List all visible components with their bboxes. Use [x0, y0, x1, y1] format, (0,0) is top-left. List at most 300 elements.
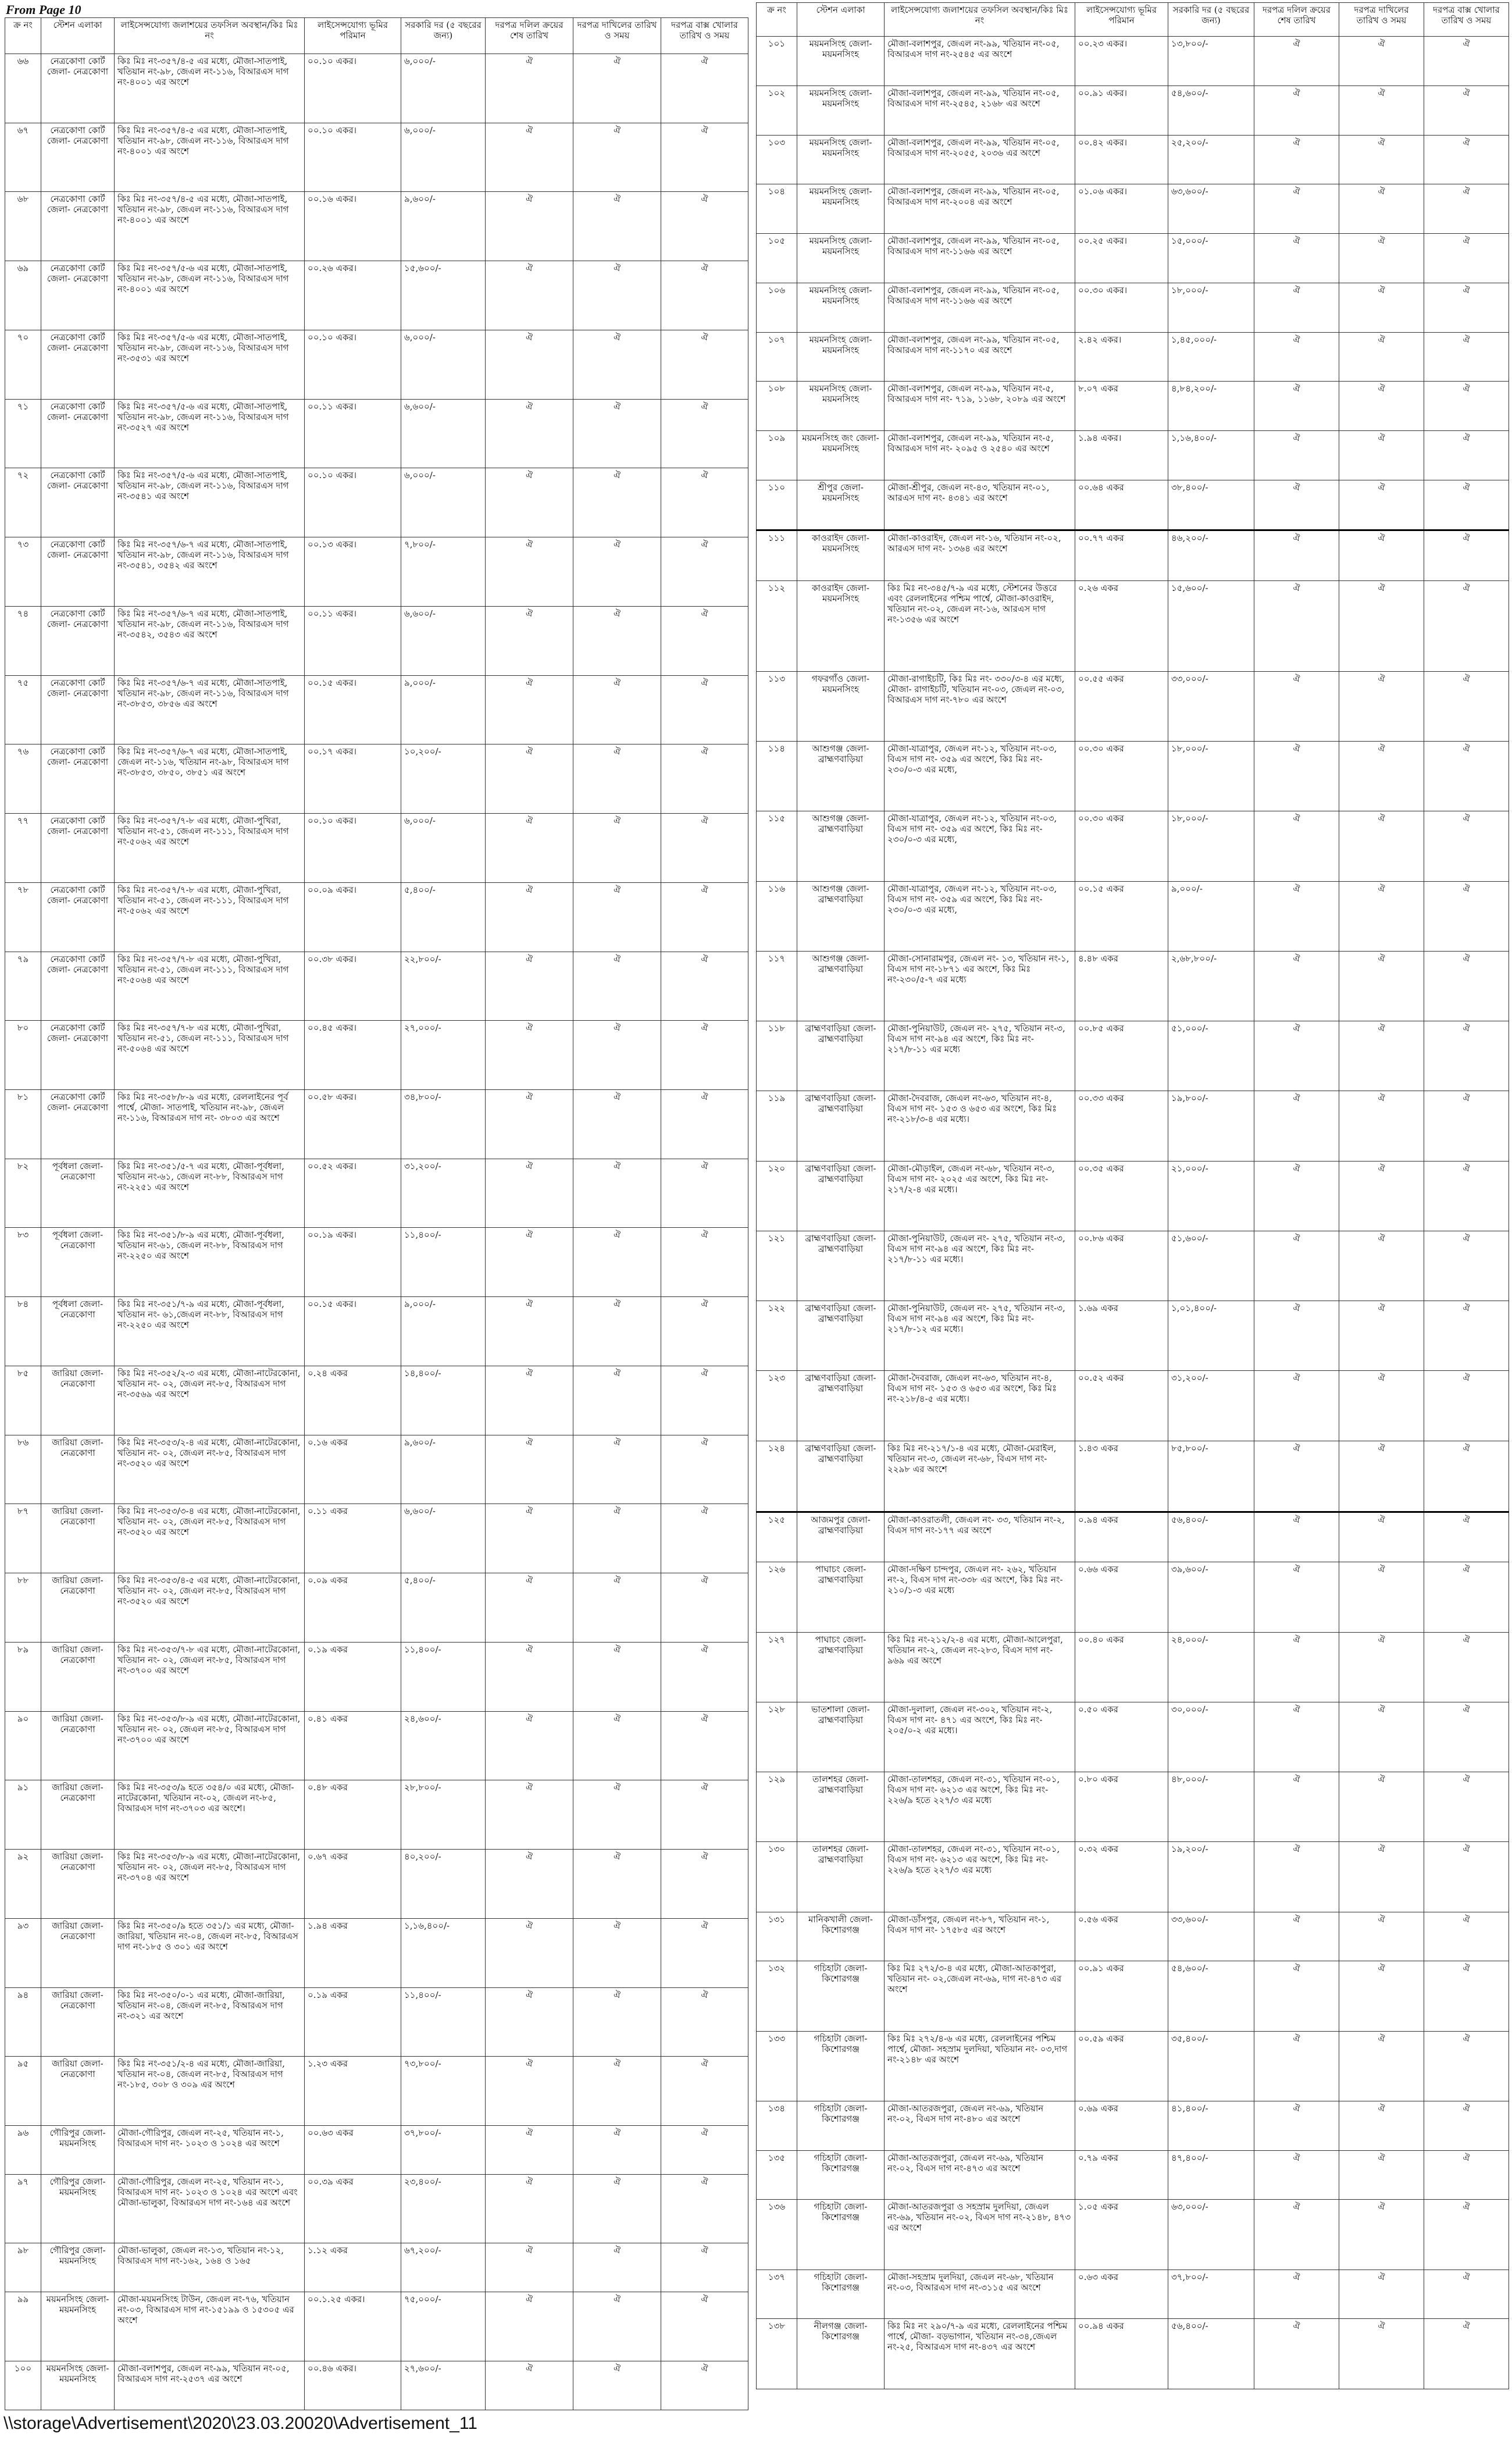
opening-date-cell: ঐ: [661, 54, 748, 123]
location-cell: মৌজা-বলাশপুর, জেএল নং-৯৯, খতিয়ান নং-০৫, বিআরএস দাগ নং-১১৬৬ এর অংশে: [885, 283, 1075, 332]
serial-cell: ৬৯: [5, 261, 41, 330]
opening-date-cell: ঐ: [1424, 85, 1509, 135]
serial-cell: ৭৫: [5, 675, 41, 744]
serial-cell: ১২৭: [757, 1632, 797, 1702]
area-cell: ১.৯৪ একর: [305, 1918, 401, 1987]
purchase-date-cell: ঐ: [486, 468, 573, 537]
opening-date-cell: ঐ: [661, 1850, 748, 1919]
price-cell: ৫৪,৬০০/-: [1168, 1961, 1254, 2031]
price-cell: ৯,০০০/-: [401, 675, 486, 744]
location-cell: মৌজা-দক্ষিণ চান্দপুর, জেএল নং- ২৬২, খতিয়ান নং-২, বিএস দাগ নং-৩৩৮ এর অংশে, কিঃ মিঃ নং- ২১০/১-৩ এর মধ্যে: [885, 1562, 1075, 1632]
submission-date-cell: ঐ: [1339, 1231, 1424, 1301]
location-cell: কিঃ মিঃ নং-৩৫০/৯ হতে ৩৫১/১ এর মধ্যে, মৌজা-জারিয়া, খতিয়ান নং-০৪, জেএল নং-৮৫, বিআরএস দাগ নং-১৮৫ ও ৩০১ এর অংশে: [115, 1918, 305, 1987]
station-cell: গৌরিপুর জেলা- ময়মনসিংহ: [41, 2126, 115, 2175]
area-cell: ০.০৯ একর: [305, 1573, 401, 1643]
header-area: লাইসেন্সযোগ্য ভূমির পরিমান: [305, 18, 401, 54]
serial-cell: ১২৮: [757, 1702, 797, 1772]
table-row: [5, 1090, 748, 1159]
table-row: [757, 1231, 1509, 1301]
purchase-date-cell: ঐ: [486, 2361, 573, 2410]
opening-date-cell: ঐ: [1424, 1562, 1509, 1632]
submission-date-cell: ঐ: [1339, 234, 1424, 283]
table-row: [757, 135, 1509, 184]
price-cell: ৬৩,৬০০/-: [1168, 184, 1254, 234]
location-cell: কিঃ মিঃ নং-৩৫৩/৭-৮ এর মধ্যে, মৌজা-নাটেরকোনা, খতিয়ান নং- ০২, জেএল নং-৮৫, বিআরএস দাগ নং-৩৭০০ এর অংশে: [115, 1642, 305, 1711]
location-cell: কিঃ মিঃ নং-৩৫৩/২-৪ এর মধ্যে, মৌজা-নাটেরকোনা, খতিয়ান নং- ০২, জেএল নং-৮৫, বিআরএস দাগ নং-৩৫২০ এর অংশে: [115, 1435, 305, 1504]
table-row: [757, 1772, 1509, 1842]
table-row: [757, 37, 1509, 86]
station-cell: গৌরিপুর জেলা- ময়মনসিংহ: [41, 2243, 115, 2292]
opening-date-cell: ঐ: [661, 1711, 748, 1780]
opening-date-cell: ঐ: [1424, 135, 1509, 184]
price-cell: ১৯,৮০০/-: [1168, 1091, 1254, 1161]
table-row: [757, 2319, 1509, 2389]
price-cell: ১১,৪০০/-: [401, 1642, 486, 1711]
price-cell: ৫১,৬০০/-: [1168, 1231, 1254, 1301]
station-cell: জারিয়া জেলা- নেত্রকোণা: [41, 2057, 115, 2126]
station-cell: নেত্রকোণা কোর্ট জেলা- নেত্রকোণা: [41, 606, 115, 675]
serial-cell: ৮৮: [5, 1573, 41, 1643]
serial-cell: ১৩৩: [757, 2031, 797, 2101]
location-cell: কিঃ মিঃ নং-৩৫৩/৪-৫ এর মধ্যে, মৌজা-নাটেরকোনা, খতিয়ান নং- ০২, জেএল নং-৮৫, বিআরএস দাগ নং-৩৫২০ এর অংশে: [115, 1573, 305, 1643]
location-cell: মৌজা-পুনিয়াউট, জেএল নং- ২৭৫, খতিয়ান নং-৩, বিএস দাগ নং-৯৪ এর অংশে, কিঃ মিঃ নং- ২১৭/৮-১১ এর মধ্যে।: [885, 1231, 1075, 1301]
submission-date-cell: ঐ: [573, 675, 661, 744]
purchase-date-cell: ঐ: [1254, 1562, 1339, 1632]
station-cell: কাওরাইদ জেলা- ময়মনসিংহ: [797, 581, 885, 672]
purchase-date-cell: ঐ: [1254, 332, 1339, 382]
purchase-date-cell: ঐ: [486, 1850, 573, 1919]
table-row: [757, 2270, 1509, 2319]
price-cell: ৬,০০০/-: [401, 330, 486, 399]
location-cell: মৌজা-বলাশপুর, জেএল নং-৯৯, খতিয়ান নং-০৫, বিআরএস দাগ নং-২৫৪৫, ২১৬৮ এর অংশে: [885, 85, 1075, 135]
station-cell: ব্রাহ্মণবাড়িয়া জেলা- ব্রাহ্মণবাড়িয়া: [797, 1021, 885, 1091]
opening-date-cell: ঐ: [1424, 2200, 1509, 2270]
price-cell: ৪৭,৪০০/-: [1168, 2150, 1254, 2200]
table-row: [5, 123, 748, 192]
station-cell: পাঘাচং জেলা- ব্রাহ্মণবাড়িয়া: [797, 1562, 885, 1632]
purchase-date-cell: ঐ: [486, 882, 573, 952]
table-row: [5, 1297, 748, 1366]
table-row: [5, 1159, 748, 1228]
area-cell: ০০.২৩ একর।: [1075, 37, 1168, 86]
area-cell: ০.৫৬ একর: [1075, 1912, 1168, 1961]
purchase-date-cell: ঐ: [486, 1780, 573, 1850]
location-cell: কিঃ মিঃ নং-৩৫৭/৫-৬ এর মধ্যে, মৌজা-সাতপাই, খতিয়ান নং-৯৮, জেএল নং-১১৬, বিআরএস দাগ নং-৩৫৩১ এর অংশে: [115, 330, 305, 399]
station-cell: আশুগঞ্জ জেলা- ব্রাহ্মণবাড়িয়া: [797, 881, 885, 951]
station-cell: তালশহর জেলা- ব্রাহ্মণবাড়িয়া: [797, 1842, 885, 1912]
area-cell: ০.৬৯ একর: [1075, 2101, 1168, 2150]
opening-date-cell: ঐ: [661, 2361, 748, 2410]
tender-table-left: [5, 17, 748, 2410]
purchase-date-cell: ঐ: [486, 261, 573, 330]
serial-cell: ১০৪: [757, 184, 797, 234]
location-cell: মৌজা-কাওরাইদ, জেএল নং-১৬, খতিয়ান নং-০২, আরএস দাগ নং- ১৩৬৪ এর অংশে: [885, 530, 1075, 581]
opening-date-cell: ঐ: [1424, 332, 1509, 382]
opening-date-cell: ঐ: [661, 468, 748, 537]
station-cell: পূর্বধলা জেলা- নেত্রকোণা: [41, 1159, 115, 1228]
opening-date-cell: ঐ: [1424, 283, 1509, 332]
station-cell: ময়মনসিংহ জেলা- ময়মনসিংহ: [797, 37, 885, 86]
purchase-date-cell: ঐ: [1254, 1961, 1339, 2031]
table-row: [757, 2150, 1509, 2200]
submission-date-cell: ঐ: [1339, 332, 1424, 382]
area-cell: ০.৭৯ একর: [1075, 2150, 1168, 2200]
table-row: [757, 1912, 1509, 1961]
serial-cell: ১৩০: [757, 1842, 797, 1912]
station-cell: ময়মনসিংহ জেলা- ময়মনসিংহ: [797, 184, 885, 234]
price-cell: ২১,০০০/-: [1168, 1161, 1254, 1231]
area-cell: ০০.৪৬ একর।: [305, 2361, 401, 2410]
location-cell: কিঃ মিঃ নং ২৯০/৭-৯ এর মধ্যে, রেললাইনের পশ্চিম পার্শ্বে, মৌজা- বড়ভাগান, খতিয়ান নং-৩৪,জেএল নং-২৫, বিআরএস দাগ নং-৪৩৭ এর অংশে: [885, 2319, 1075, 2389]
location-cell: মৌজা-পুনিয়াউট, জেএল নং- ২৭৫, খতিয়ান নং-৩, বিএস দাগ নং-৯৪ এর অংশে, কিঃ মিঃ নং- ২১৭/৮-১২ এর মধ্যে।: [885, 1301, 1075, 1371]
location-cell: কিঃ মিঃ নং-৩৫৭/৫-৬ এর মধ্যে, মৌজা-সাতপাই, খতিয়ান নং-৯৮, জেএল নং-১১৬, বিআরএস দাগ নং-৩৫২৭ এর অংশে: [115, 399, 305, 468]
location-cell: কিঃ মিঃ নং-৩৫৩/৯ হতে ৩৫৪/০ এর মধ্যে, মৌজা-নাটেরকোনা, খতিয়ান নং-০২, জেএল নং-৮৫, বিআরএস দাগ নং-৩৭০৩ এর অংশে।: [115, 1780, 305, 1850]
table-row: [5, 192, 748, 261]
opening-date-cell: ঐ: [661, 1090, 748, 1159]
price-cell: ১৯,২০০/-: [1168, 1842, 1254, 1912]
station-cell: জারিয়া জেলা- নেত্রকোণা: [41, 1918, 115, 1987]
station-cell: ময়মনসিংহ জেলা- ময়মনসিংহ: [797, 85, 885, 135]
station-cell: ব্রাহ্মণবাড়িয়া জেলা- ব্রাহ্মণবাড়িয়া: [797, 1371, 885, 1441]
purchase-date-cell: ঐ: [1254, 1021, 1339, 1091]
area-cell: ০০.৫২ একর।: [305, 1159, 401, 1228]
opening-date-cell: ঐ: [661, 192, 748, 261]
serial-cell: ১১২: [757, 581, 797, 672]
serial-cell: ১৩২: [757, 1961, 797, 2031]
serial-cell: ১০৮: [757, 382, 797, 431]
table-row: [757, 2200, 1509, 2270]
station-cell: নেত্রকোণা কোর্ট জেলা- নেত্রকোণা: [41, 882, 115, 952]
price-cell: ৫,৪০০/-: [401, 882, 486, 952]
opening-date-cell: ঐ: [1424, 1772, 1509, 1842]
station-cell: আশুগঞ্জ জেলা- ব্রাহ্মণবাড়িয়া: [797, 742, 885, 811]
area-cell: ১.৬৯ একর: [1075, 1301, 1168, 1371]
submission-date-cell: ঐ: [573, 537, 661, 607]
location-cell: মৌজা-গৌরিপুর, জেএল নং-২৫, খতিয়ান নং-১, বিআরএস দাগ নং- ১০২৩ ও ১০২৪ এর অংশে: [115, 2126, 305, 2175]
submission-date-cell: ঐ: [1339, 581, 1424, 672]
station-cell: জারিয়া জেলা- নেত্রকোণা: [41, 1573, 115, 1643]
location-cell: কিঃ মিঃ নং-৩৫৩/৮-৯ এর মধ্যে, মৌজা-নাটেরকোনা, খতিয়ান নং- ০২, জেএল নং-৮৫, বিআরএস দাগ নং-৩৭০০ এর অংশে: [115, 1711, 305, 1780]
purchase-date-cell: ঐ: [486, 675, 573, 744]
submission-date-cell: ঐ: [1339, 382, 1424, 431]
serial-cell: ৯৩: [5, 1918, 41, 1987]
station-cell: নেত্রকোণা কোর্ট জেলা- নেত্রকোণা: [41, 468, 115, 537]
station-cell: ব্রাহ্মণবাড়িয়া জেলা- ব্রাহ্মণবাড়িয়া: [797, 1091, 885, 1161]
table-row: [757, 1961, 1509, 2031]
submission-date-cell: ঐ: [1339, 1441, 1424, 1512]
submission-date-cell: ঐ: [573, 814, 661, 883]
price-cell: ১,০১,৪০০/-: [1168, 1301, 1254, 1371]
serial-cell: ১০০: [5, 2361, 41, 2410]
purchase-date-cell: ঐ: [1254, 382, 1339, 431]
price-cell: ১৫,৬০০/-: [401, 261, 486, 330]
table-header-row: [5, 18, 748, 54]
submission-date-cell: ঐ: [573, 2243, 661, 2292]
submission-date-cell: ঐ: [573, 1435, 661, 1504]
submission-date-cell: ঐ: [1339, 37, 1424, 86]
purchase-date-cell: ঐ: [486, 537, 573, 607]
location-cell: মৌজা-বলাশপুর, জেএল নং-৯৯, খতিয়ান নং-০৫, বিআরএস দাগ নং-১১৭০ এর অংশে: [885, 332, 1075, 382]
purchase-date-cell: ঐ: [1254, 2150, 1339, 2200]
station-cell: গচিহাটা জেলা- কিশোরগঞ্জ: [797, 2150, 885, 2200]
price-cell: ১৫,০০০/-: [1168, 234, 1254, 283]
serial-cell: ৬৬: [5, 54, 41, 123]
opening-date-cell: ঐ: [1424, 2319, 1509, 2389]
serial-cell: ১০২: [757, 85, 797, 135]
area-cell: ০০.১৯ একর।: [305, 1228, 401, 1297]
purchase-date-cell: ঐ: [1254, 742, 1339, 811]
price-cell: ৩৩,০০০/-: [1168, 671, 1254, 741]
table-row: [5, 814, 748, 883]
location-cell: মৌজা-ভালুকা, জেএল নং-১৩, খতিয়ান নং-১২, বিআরএস দাগ নং-১৬২, ১৬৪ ও ১৬৫: [115, 2243, 305, 2292]
table-row: [5, 606, 748, 675]
table-row: [5, 882, 748, 952]
submission-date-cell: ঐ: [573, 2292, 661, 2361]
header-location: লাইসেন্সযোগ্য জলাশয়ের তফসিল অবস্থান/কিঃ মিঃ নং: [115, 18, 305, 54]
station-cell: ময়মনসিংহ জেলা- ময়মনসিংহ: [41, 2361, 115, 2410]
area-cell: ০০.৩৯ একর: [305, 2174, 401, 2243]
area-cell: ০০.৫৫ একর: [1075, 671, 1168, 741]
opening-date-cell: ঐ: [661, 952, 748, 1021]
table-row: [757, 1301, 1509, 1371]
serial-cell: ৭৬: [5, 744, 41, 814]
station-cell: আশুগঞ্জ জেলা- ব্রাহ্মণবাড়িয়া: [797, 811, 885, 881]
purchase-date-cell: ঐ: [1254, 581, 1339, 672]
area-cell: ০.৫০ একর: [1075, 1702, 1168, 1772]
table-row: [757, 332, 1509, 382]
opening-date-cell: ঐ: [1424, 1842, 1509, 1912]
station-cell: জারিয়া জেলা- নেত্রকোণা: [41, 1780, 115, 1850]
opening-date-cell: ঐ: [661, 882, 748, 952]
area-cell: ০০.৩০ একর: [1075, 811, 1168, 881]
submission-date-cell: ঐ: [1339, 1301, 1424, 1371]
serial-cell: ৬৮: [5, 192, 41, 261]
price-cell: ৩৯,৬০০/-: [1168, 1562, 1254, 1632]
table-row: [757, 85, 1509, 135]
purchase-date-cell: ঐ: [1254, 1231, 1339, 1301]
price-cell: ৯,০০০/-: [401, 1297, 486, 1366]
submission-date-cell: ঐ: [573, 123, 661, 192]
submission-date-cell: ঐ: [573, 1090, 661, 1159]
table-row: [5, 1642, 748, 1711]
area-cell: ০.৬৬ একর: [1075, 1562, 1168, 1632]
table-row: [757, 671, 1509, 741]
location-cell: মৌজা-বলাশপুর, জেএল নং-৯৯, খতিয়ান নং-০৫, বিআরএস দাগ নং-২০৫৫, ২০৩৬ এর অংশে: [885, 135, 1075, 184]
opening-date-cell: ঐ: [1424, 2150, 1509, 2200]
opening-date-cell: ঐ: [661, 1504, 748, 1573]
price-cell: ৭৫,০০০/-: [401, 2292, 486, 2361]
station-cell: কাওরাইদ জেলা- ময়মনসিংহ: [797, 530, 885, 581]
table-row: [757, 234, 1509, 283]
price-cell: ১৪,৪০০/-: [401, 1366, 486, 1435]
table-row: [757, 811, 1509, 881]
table-row: [757, 283, 1509, 332]
serial-cell: ৯৮: [5, 2243, 41, 2292]
opening-date-cell: ঐ: [1424, 1441, 1509, 1512]
serial-cell: ৬৭: [5, 123, 41, 192]
area-cell: ০০.১০ একর।: [305, 54, 401, 123]
serial-cell: ১২৩: [757, 1371, 797, 1441]
station-cell: জারিয়া জেলা- নেত্রকোণা: [41, 1711, 115, 1780]
purchase-date-cell: ঐ: [486, 744, 573, 814]
area-cell: ০০.৩৩ একর: [1075, 1091, 1168, 1161]
area-cell: ০.১৯ একর: [305, 1987, 401, 2057]
submission-date-cell: ঐ: [1339, 283, 1424, 332]
price-cell: ৩৫,৪০০/-: [1168, 2031, 1254, 2101]
station-cell: নেত্রকোণা কোর্ট জেলা- নেত্রকোণা: [41, 952, 115, 1021]
purchase-date-cell: ঐ: [1254, 234, 1339, 283]
table-row: [5, 537, 748, 607]
area-cell: ০০.২৫ একর।: [1075, 234, 1168, 283]
table-row: [5, 261, 748, 330]
serial-cell: ৯৫: [5, 2057, 41, 2126]
area-cell: ০০.৮৫ একর: [1075, 1021, 1168, 1091]
serial-cell: ৯০: [5, 1711, 41, 1780]
location-cell: কিঃ মিঃ নং-৩৫৭/৫-৬ এর মধ্যে, মৌজা-সাতপাই, খতিয়ান নং-৯৮, জেএল নং-১১৬, বিআরএস দাগ নং-৩৫৪১ এর অংশে: [115, 468, 305, 537]
area-cell: ০০.৬৪ একর: [1075, 480, 1168, 530]
serial-cell: ১২২: [757, 1301, 797, 1371]
price-cell: ২৮,৮০০/-: [401, 1780, 486, 1850]
submission-date-cell: ঐ: [1339, 2150, 1424, 2200]
location-cell: কিঃ মিঃ নং-৩৫১/৫-৭ এর মধ্যে, মৌজা-পূর্বধলা, খতিয়ান নং-৬১, জেএল নং-৮৮, বিআরএস দাগ নং-২২৫১ এর অংশে: [115, 1159, 305, 1228]
opening-date-cell: ঐ: [1424, 1632, 1509, 1702]
purchase-date-cell: ঐ: [1254, 1371, 1339, 1441]
price-cell: ৩৭,৮০০/-: [1168, 2270, 1254, 2319]
submission-date-cell: ঐ: [1339, 431, 1424, 480]
price-cell: ৬,৬০০/-: [401, 399, 486, 468]
purchase-date-cell: ঐ: [1254, 1512, 1339, 1562]
area-cell: ০১.০৬ একর।: [1075, 184, 1168, 234]
opening-date-cell: ঐ: [661, 2174, 748, 2243]
area-cell: ০.৪১ একর: [305, 1711, 401, 1780]
purchase-date-cell: ঐ: [486, 1090, 573, 1159]
submission-date-cell: ঐ: [573, 952, 661, 1021]
area-cell: ০.১৬ একর: [305, 1435, 401, 1504]
serial-cell: ৭০: [5, 330, 41, 399]
station-cell: ব্রাহ্মণবাড়িয়া জেলা- ব্রাহ্মণবাড়িয়া: [797, 1161, 885, 1231]
table-row: [757, 1371, 1509, 1441]
submission-date-cell: ঐ: [1339, 881, 1424, 951]
opening-date-cell: ঐ: [1424, 1512, 1509, 1562]
submission-date-cell: ঐ: [1339, 811, 1424, 881]
opening-date-cell: ঐ: [661, 606, 748, 675]
area-cell: ০০.১৫ একর।: [305, 675, 401, 744]
location-cell: কিঃ মিঃ নং-৩৫২/২-৩ এর মধ্যে, মৌজা-নাটেরকোনা, খতিয়ান নং- ০২, জেএল নং-৮৫, বিআরএস দাগ নং-৩৫৬৯ এর অংশে: [115, 1366, 305, 1435]
station-cell: নেত্রকোণা কোর্ট জেলা- নেত্রকোণা: [41, 54, 115, 123]
opening-date-cell: ঐ: [661, 2292, 748, 2361]
purchase-date-cell: ঐ: [486, 2243, 573, 2292]
serial-cell: ৭৮: [5, 882, 41, 952]
location-cell: মৌজা-বলাশপুর, জেএল নং-৯৯, খতিয়ান নং-০৫, বিআরএস দাগ নং-২৫৪৫ এর অংশে: [885, 37, 1075, 86]
submission-date-cell: ঐ: [1339, 530, 1424, 581]
area-cell: ৪.৪৮ একর: [1075, 951, 1168, 1021]
area-cell: ০০.১৩ একর।: [305, 537, 401, 607]
header-purchase-date: দরপত্র দলিল ক্রয়ের শেষ তারিখ: [486, 18, 573, 54]
price-cell: ৩৮,৪০০/-: [1168, 480, 1254, 530]
table-row: [5, 1573, 748, 1643]
purchase-date-cell: ঐ: [486, 399, 573, 468]
table-row: [757, 1632, 1509, 1702]
location-cell: কিঃ মিঃ নং-৩৫১/৮-৯ এর মধ্যে, মৌজা-পূর্বধলা, খতিয়ান নং-৬১, জেএল নং-৮৮, বিআরএস দাগ নং-২২৫০ এর অংশে: [115, 1228, 305, 1297]
table-header-row: [757, 3, 1509, 37]
station-cell: ময়মনসিংহ জেলা- ময়মনসিংহ: [797, 283, 885, 332]
serial-cell: ৯৭: [5, 2174, 41, 2243]
purchase-date-cell: ঐ: [486, 1228, 573, 1297]
purchase-date-cell: ঐ: [1254, 37, 1339, 86]
opening-date-cell: ঐ: [1424, 951, 1509, 1021]
location-cell: কিঃ মিঃ নং-৩৫৩/৮-৯ এর মধ্যে, মৌজা-নাটেরকোনা, খতিয়ান নং- ০২, জেএল নং-৮৫, বিআরএস দাগ নং-৩৭০৪ এর অংশে: [115, 1850, 305, 1919]
price-cell: ১৮,০০০/-: [1168, 742, 1254, 811]
location-cell: কিঃ মিঃ নং-৩৫৭/৬-৭ এর মধ্যে, মৌজা-সাতপাই, খতিয়ান নং-৯৮, জেএল নং-১১৬, বিআরএস দাগ নং-৩৫৪২, ৩৫৪৩ এর অংশে: [115, 606, 305, 675]
station-cell: নেত্রকোণা কোর্ট জেলা- নেত্রকোণা: [41, 675, 115, 744]
price-cell: ২৫,২০০/-: [1168, 135, 1254, 184]
price-cell: ২৪,৬০০/-: [401, 1711, 486, 1780]
station-cell: ময়মনসিংহ জেলা- ময়মনসিংহ: [41, 2292, 115, 2361]
serial-cell: ১১৫: [757, 811, 797, 881]
file-path-footer: \\storage\Advertisement\2020\23.03.20020\Advertisement_11: [3, 2414, 477, 2433]
location-cell: কিঃ মিঃ নং-৩৫৭/৫-৬ এর মধ্যে, মৌজা-সাতপাই, খতিয়ান নং-৯৮, জেএল নং-১১৬, বিআরএস দাগ নং-৪০০১ এর অংশে: [115, 261, 305, 330]
price-cell: ১,১৬,৪০০/-: [401, 1918, 486, 1987]
station-cell: জারিয়া জেলা- নেত্রকোণা: [41, 1366, 115, 1435]
submission-date-cell: ঐ: [1339, 1632, 1424, 1702]
price-cell: ৪,৮৪,২০০/-: [1168, 382, 1254, 431]
price-cell: ৯,৬০০/-: [401, 192, 486, 261]
station-cell: নেত্রকোণা কোর্ট জেলা- নেত্রকোণা: [41, 1090, 115, 1159]
table-row: [5, 1780, 748, 1850]
price-cell: ৬,০০০/-: [401, 123, 486, 192]
opening-date-cell: ঐ: [1424, 1912, 1509, 1961]
tender-table-right: [756, 2, 1509, 2389]
price-cell: ৬৩,০০০/-: [1168, 2200, 1254, 2270]
station-cell: জারিয়া জেলা- নেত্রকোণা: [41, 1850, 115, 1919]
location-cell: কিঃ মিঃ নং-২১২/২-৪ এর মধ্যে, মৌজা-আলেপুরা, খতিয়ান নং-২, জেএল নং-২৮৩, বিএস দাগ নং- ৯৬৯ এর অংশে: [885, 1632, 1075, 1702]
location-cell: কিঃ মিঃ নং-৩৫৭/৭-৮ এর মধ্যে, মৌজা-পুখিরা, খতিয়ান নং-৫১, জেএল নং-১১১, বিআরএস দাগ নং-৫০৬২ এর অংশে: [115, 882, 305, 952]
location-cell: মৌজা-সোনারামপুর, জেএল নং- ১৩, খতিয়ান নং-১, বিএস দাগ নং-১৮৭১ এর অংশে, কিঃ মিঃ নং-২৩০/৫-৭ এর মধ্যে: [885, 951, 1075, 1021]
station-cell: পূর্বধলা জেলা- নেত্রকোণা: [41, 1228, 115, 1297]
station-cell: নেত্রকোণা কোর্ট জেলা- নেত্রকোণা: [41, 537, 115, 607]
purchase-date-cell: ঐ: [1254, 184, 1339, 234]
area-cell: ০০.১০ একর।: [305, 330, 401, 399]
serial-cell: ১০৭: [757, 332, 797, 382]
location-cell: মৌজা-দৈবরাজ, জেএল নং-৬৩, খতিয়ান নং-৪, বিএস দাগ নং- ১৫৩ ও ৬৫৩ এর অংশে, কিঃ মিঃ নং-২১৮/৩-৪ এর মধ্যে।: [885, 1091, 1075, 1161]
table-row: [5, 468, 748, 537]
purchase-date-cell: ঐ: [486, 54, 573, 123]
continuation-label: From Page 10: [6, 2, 81, 17]
price-cell: ২৩,৪০০/-: [401, 2174, 486, 2243]
serial-cell: ৯৯: [5, 2292, 41, 2361]
station-cell: ময়মনসিংহ জেলা- ময়মনসিংহ: [797, 382, 885, 431]
serial-cell: ১১৯: [757, 1091, 797, 1161]
purchase-date-cell: ঐ: [486, 1711, 573, 1780]
opening-date-cell: ঐ: [1424, 2270, 1509, 2319]
station-cell: জারিয়া জেলা- নেত্রকোণা: [41, 1504, 115, 1573]
location-cell: কিঃ মিঃ নং-৩৫৩/৩-৪ এর মধ্যে, মৌজা-নাটেরকোনা, খতিয়ান নং- ০২, জেএল নং-৮৫, বিআরএস দাগ নং-৩৫২০ এর অংশে: [115, 1504, 305, 1573]
submission-date-cell: ঐ: [573, 192, 661, 261]
station-cell: ব্রাহ্মণবাড়িয়া জেলা- ব্রাহ্মণবাড়িয়া: [797, 1231, 885, 1301]
table-row: [757, 1021, 1509, 1091]
purchase-date-cell: ঐ: [1254, 1912, 1339, 1961]
table-row: [5, 2361, 748, 2410]
serial-cell: ৭৯: [5, 952, 41, 1021]
purchase-date-cell: ঐ: [486, 1918, 573, 1987]
area-cell: ১.২৩ একর: [305, 2057, 401, 2126]
submission-date-cell: ঐ: [1339, 2270, 1424, 2319]
submission-date-cell: ঐ: [1339, 135, 1424, 184]
header-submission-date: দরপত্র দাখিলের তারিখ ও সময়: [573, 18, 661, 54]
serial-cell: ৮৯: [5, 1642, 41, 1711]
price-cell: ২৭,৬০০/-: [401, 2361, 486, 2410]
area-cell: ০০.১০ একর।: [305, 123, 401, 192]
